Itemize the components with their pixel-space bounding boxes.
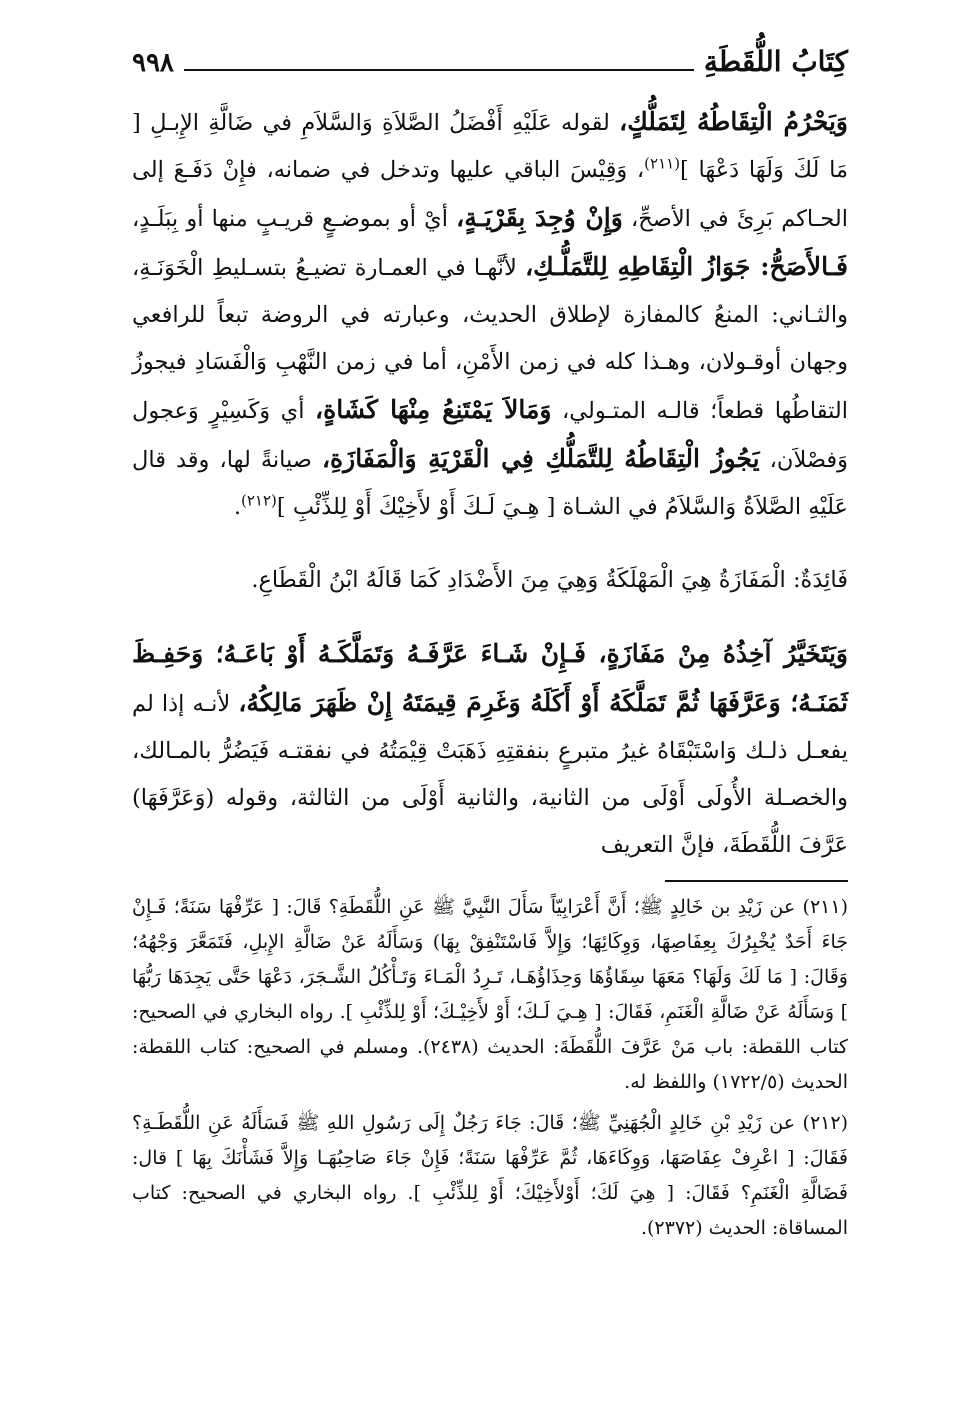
page-header xyxy=(132,38,848,78)
sharh-text: لقوله عَلَيْهِ أَفْضَلُ الصَّلاَةِ وَالسَّلاَمِ في ضَالَّةِ الإِبـلِ [ مَا لَكَ وَلَهَا دَعْهَا ] xyxy=(132,110,848,183)
matn-text: وَيَحْرُمُ الْتِقَاطُهُ لِتَمَلُّكٍ، xyxy=(619,107,848,136)
footnote-211: (٢١١) عن زَيْدِ بن خَالِدٍ ﷺ؛ أَنَّ أَعْرَابِيّاً سَأَلَ النَّبِيَّ ﷺ عَنِ اللُّقَطَةِ؟ قَالَ: [ عَرِّفْهَا سَنَةً؛ فَـإِنْ جَاءَ أَحَدٌ يُخْبِرُكَ بِعِفَاصِهَا، وَوِكَائِهَا؛ وَإِلاَّ فَاسْتَنْفِقْ بِهَا) وَسَأَلَهُ عَنْ ضَالَّةِ الإِبلِ، فَتَمَعَّرَ وَجْهُهُ؛ وَقَالَ: [ مَا لَكَ وَلَهَا؟ مَعَهَا سِقَاؤُهَا وَحِذَاؤُهَـا، تَـرِدُ الْمَـاءَ وَتَـأْكُلُ الشَّـجَرَ، دَعْهَا حَتَّى يَجِدَهَا رَبُّهَا ] وَسَأَلَهُ عَنْ ضَالَّةِ الْغَنَمِ، فَقَالَ: [ هِـيَ لَـكَ؛ أَوْ لأَخِيْـكَ؛ أَوْ لِلذِّئْبِ ]. رواه البخاري في الصحيح: كتاب اللقطة: باب مَنْ عَرَّفَ اللُّقَطَةَ: الحديث (٢٤٣٨). ومسلم في الصحيح: كتاب اللقطة: الحديث (١٧٢٢/٥) واللفظ له. xyxy=(132,896,848,1093)
sharh-text: . xyxy=(233,494,242,520)
sharh-text: أيْ أو بموضـعٍ قريـبٍ منها أو بِبَلَـدٍ، xyxy=(132,206,457,232)
sharh-text: ، وَقِيْسَ الباقي عليها وتدخل في ضمانه، فإِنْ دَفَـعَ إلى الحـاكم بَرِئَ في الأصحِّ، xyxy=(132,157,848,232)
sharh-text: لأنَّهـا في العمـارة تضيـعُ بتسـليطِ الْخَوَنَـةِ، والثـاني: المنعُ كالمفازة لإطلاق الحديث، وعبارته في الروضة تبعاً للرافعي وجهان أوقـولان، وهـذا كله في زمن الأَمْنِ، أما في زمن النَّهْبِ وَالْفَسَادِ فيجوزُ التقاطُها قطعاً؛ قالـه المتـولي، xyxy=(132,255,848,424)
matn-text: فَـالأَصَحُّ: جَوَازُ الْتِقَاطِهِ لِلتَّمَلُّـكِ، xyxy=(525,252,848,281)
paragraph-2 xyxy=(132,630,848,869)
footnotes xyxy=(132,890,848,1252)
footnote-reference: (٢١٢) xyxy=(241,491,277,510)
matn-text: يَجُوزُ الْتِقَاطُهُ لِلتَّمَلُّكِ فِي الْقَرْيَةِ وَالْمَفَازَةِ، xyxy=(321,444,760,473)
sharh-text: لأنـه إذا لم يفعـل ذلـك وَاسْتَبْقَاهُ غيرُ متبرعٍ بنفقتِهِ ذَهَبَتْ قِيْمَتُهُ في نفقتـه فَيَضُرُّ بالمـالك، والخصـلة الأُولَى أَوْلَى من الثانية، والثانية أَوْلَى من الثالثة، وقوله (وَعَرَّفَهَا) عَرَّفَ اللُّقَطَةَ، فإنَّ التعريف xyxy=(132,691,848,858)
matn-text: وَيَتَخَيَّرُ آخِذُهُ مِنْ مَفَازَةٍ، فَـإِنْ شَـاءَ عَرَّفَـهُ وَتَمَلَّكَـهُ أَوْ بَاعَـهُ؛ وَحَفِـظَ ثَمَنَـهُ؛ وَعَرَّفَهَا ثُمَّ تَمَلَّكَهُ أَوْ أَكَلَهُ وَغَرِمَ قِيمَتَهُ إِنْ ظَهَرَ مَالِكُهُ، xyxy=(132,639,848,717)
footnote-212: (٢١٢) عن زَيْدِ بْنِ خَالِدٍ الْجُهَنِيِّ ﷺ؛ قَالَ: جَاءَ رَجُلٌ إِلَى رَسُولِ اللهِ ﷺ فَسَأَلَهُ عَنِ اللُّقَطَـةِ؟ فَقَالَ: [ اعْرِفْ عِفَاصَهَا، وَوِكَاءَهَا، ثُمَّ عَرِّفْهَا سَنَةً؛ فَإِنْ جَاءَ صَاحِبُهَـا وَإِلاَّ فَشَأْنَكَ بِهَا ] قال: فَضَالَّةِ الْغَنَمِ؟ فَقَالَ: [ هِيَ لَكَ؛ أَوْلأَخِيْكَ؛ أَوْ لِلذِّئْبِ ]. رواه البخاري في الصحيح: كتاب المساقاة: الحديث (٢٣٧٢). xyxy=(132,1112,848,1239)
footnote-separator xyxy=(665,880,848,882)
chapter-title: كِتَابُ اللُّقَطَةِ xyxy=(703,45,848,78)
main-text xyxy=(132,98,848,869)
matn-text: وَمَالاَ يَمْتَنِعُ مِنْهَا كَشَاةٍ، xyxy=(315,395,552,424)
paragraph-1 xyxy=(132,98,848,531)
sharh-text: صيانةً لها، وقد قال عَلَيْهِ الصَّلاَةُ وَالسَّلاَمُ في الشـاة [ هِـيَ لَـكَ أَوْ لأَخِيْكَ أَوْ لِلذِّئْبِ ] xyxy=(132,447,848,520)
header-rule xyxy=(184,69,694,71)
matn-text: وَإِنْ وُجِدَ بِقَرْيَـةٍ، xyxy=(456,203,623,232)
note-paragraph: فَائِدَةٌ: الْمَفَازَةُ هِيَ الْمَهْلَكَةُ وَهِيَ مِنَ الأَضْدَادِ كَمَا قَالَهُ ابْنُ الْقَطَاعِ. xyxy=(251,567,848,593)
page-number: ٩٩٨ xyxy=(132,48,174,78)
footnote-reference: (٢١١) xyxy=(644,154,681,173)
sharh-text: أي وَكَسِيْرٍ وَعجول وَفصْلاَن، xyxy=(132,398,849,473)
